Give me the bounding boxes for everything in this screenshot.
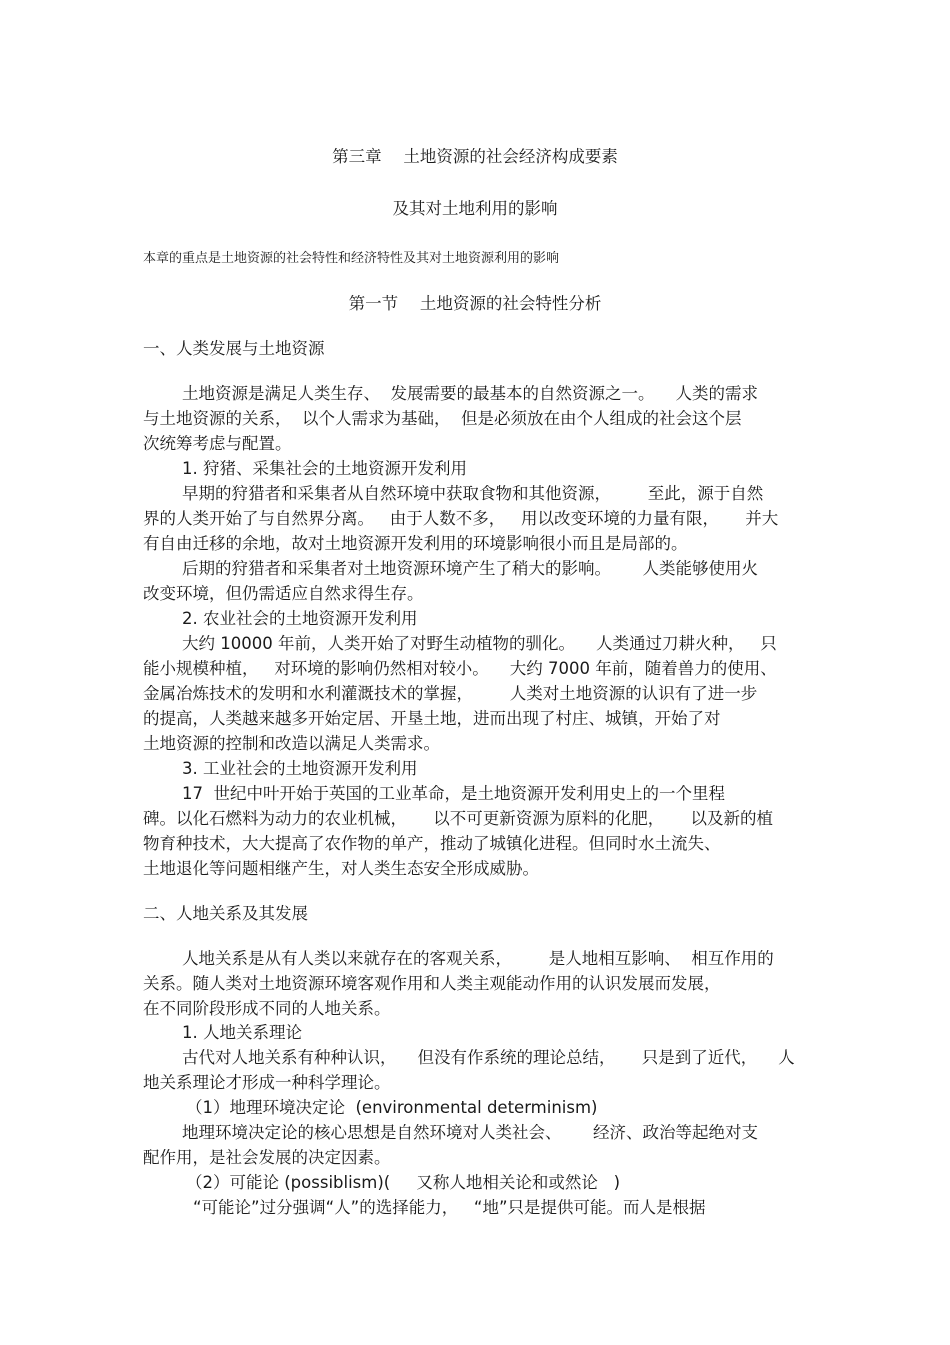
theory-title: （1）地理环境决定论 (environmental determinism) [186,1098,598,1117]
subsection-title: 1. 人地关系理论 [182,1023,302,1042]
paragraph-line: 金属冶炼技术的发明和水利灌溉技术的掌握， 人类对土地资源的认识有了进一步 [143,684,758,703]
paragraph-line: 次统筹考虑与配置。 [143,434,292,453]
paragraph-line: 改变环境，但仍需适应自然求得生存。 [143,584,424,603]
subsection-title: 3. 工业社会的土地资源开发利用 [182,759,418,778]
part1-heading: 一、人类发展与土地资源 [143,339,325,358]
paragraph-line: 早期的狩猎者和采集者从自然环境中获取食物和其他资源， 至此，源于自然 [182,484,764,503]
section-title: 第一节 土地资源的社会特性分析 [348,294,602,313]
paragraph-line: 土地退化等问题相继产生，对人类生态安全形成威胁。 [143,859,539,878]
subsection-title: 1. 狩猪、采集社会的土地资源开发利用 [182,459,467,478]
paragraph-line: 与土地资源的关系， 以个人需求为基础， 但是必须放在由个人组成的社会这个层 [143,409,742,428]
chapter-subtitle: 及其对土地利用的影响 [392,199,558,218]
paragraph-line: 配作用，是社会发展的决定因素。 [143,1148,391,1167]
chapter-title: 第三章 土地资源的社会经济构成要素 [332,147,618,166]
subsection-title: 2. 农业社会的土地资源开发利用 [182,609,418,628]
paragraph-line: 的提高，人类越来越多开始定居、开垦土地，进而出现了村庄、城镇，开始了对 [143,709,721,728]
paragraph-line: 地关系理论才形成一种科学理论。 [143,1073,391,1092]
chapter-focus-note: 本章的重点是土地资源的社会特性和经济特性及其对土地资源利用的影响 [143,251,560,266]
paragraph-line: 古代对人地关系有种种认识， 但没有作系统的理论总结， 只是到了近代， 人 [182,1048,795,1067]
paragraph-line: 有自由迁移的余地，故对土地资源开发利用的环境影响很小而且是局部的。 [143,534,688,553]
paragraph-line: 界的人类开始了与自然界分离。 由于人数不多， 用以改变环境的力量有限， 并大 [143,509,779,528]
paragraph-line: 后期的狩猎者和采集者对土地资源环境产生了稍大的影响。 人类能够使用火 [182,559,758,578]
paragraph-line: 地理环境决定论的核心思想是自然环境对人类社会、 经济、政治等起绝对支 [182,1123,758,1142]
paragraph-line: 物育种技术，大大提高了农作物的单产，推动了城镇化进程。但同时水土流失、 [143,834,721,853]
paragraph-line: 土地资源的控制和改造以满足人类需求。 [143,734,440,753]
paragraph-line: 在不同阶段形成不同的人地关系。 [143,999,391,1018]
theory-title: （2）可能论 (possiblism)( 又称人地相关论和或然论 ) [186,1173,621,1192]
part2-heading: 二、人地关系及其发展 [143,904,308,923]
paragraph-line: 碑。以化石燃料为动力的农业机械， 以不可更新资源为原料的化肥， 以及新的植 [143,809,773,828]
paragraph-line: 人地关系是从有人类以来就存在的客观关系， 是人地相互影响、 相互作用的 [182,949,774,968]
paragraph-line: 大约 10000 年前，人类开始了对野生动植物的驯化。 人类通过刀耕火种， 只 [182,634,777,653]
paragraph-line: 关系。随人类对土地资源环境客观作用和人类主观能动作用的认识发展而发展， [143,974,721,993]
paragraph-line: 17 世纪中叶开始于英国的工业革命，是土地资源开发利用史上的一个里程 [182,784,725,803]
paragraph-line: “可能论”过分强调“人”的选择能力， “地”只是提供可能。而人是根据 [193,1198,706,1217]
paragraph-line: 土地资源是满足人类生存、 发展需要的最基本的自然资源之一。 人类的需求 [182,384,758,403]
paragraph-line: 能小规模种植， 对环境的影响仍然相对较小。 大约 7000 年前，随着兽力的使用、 [143,659,777,678]
